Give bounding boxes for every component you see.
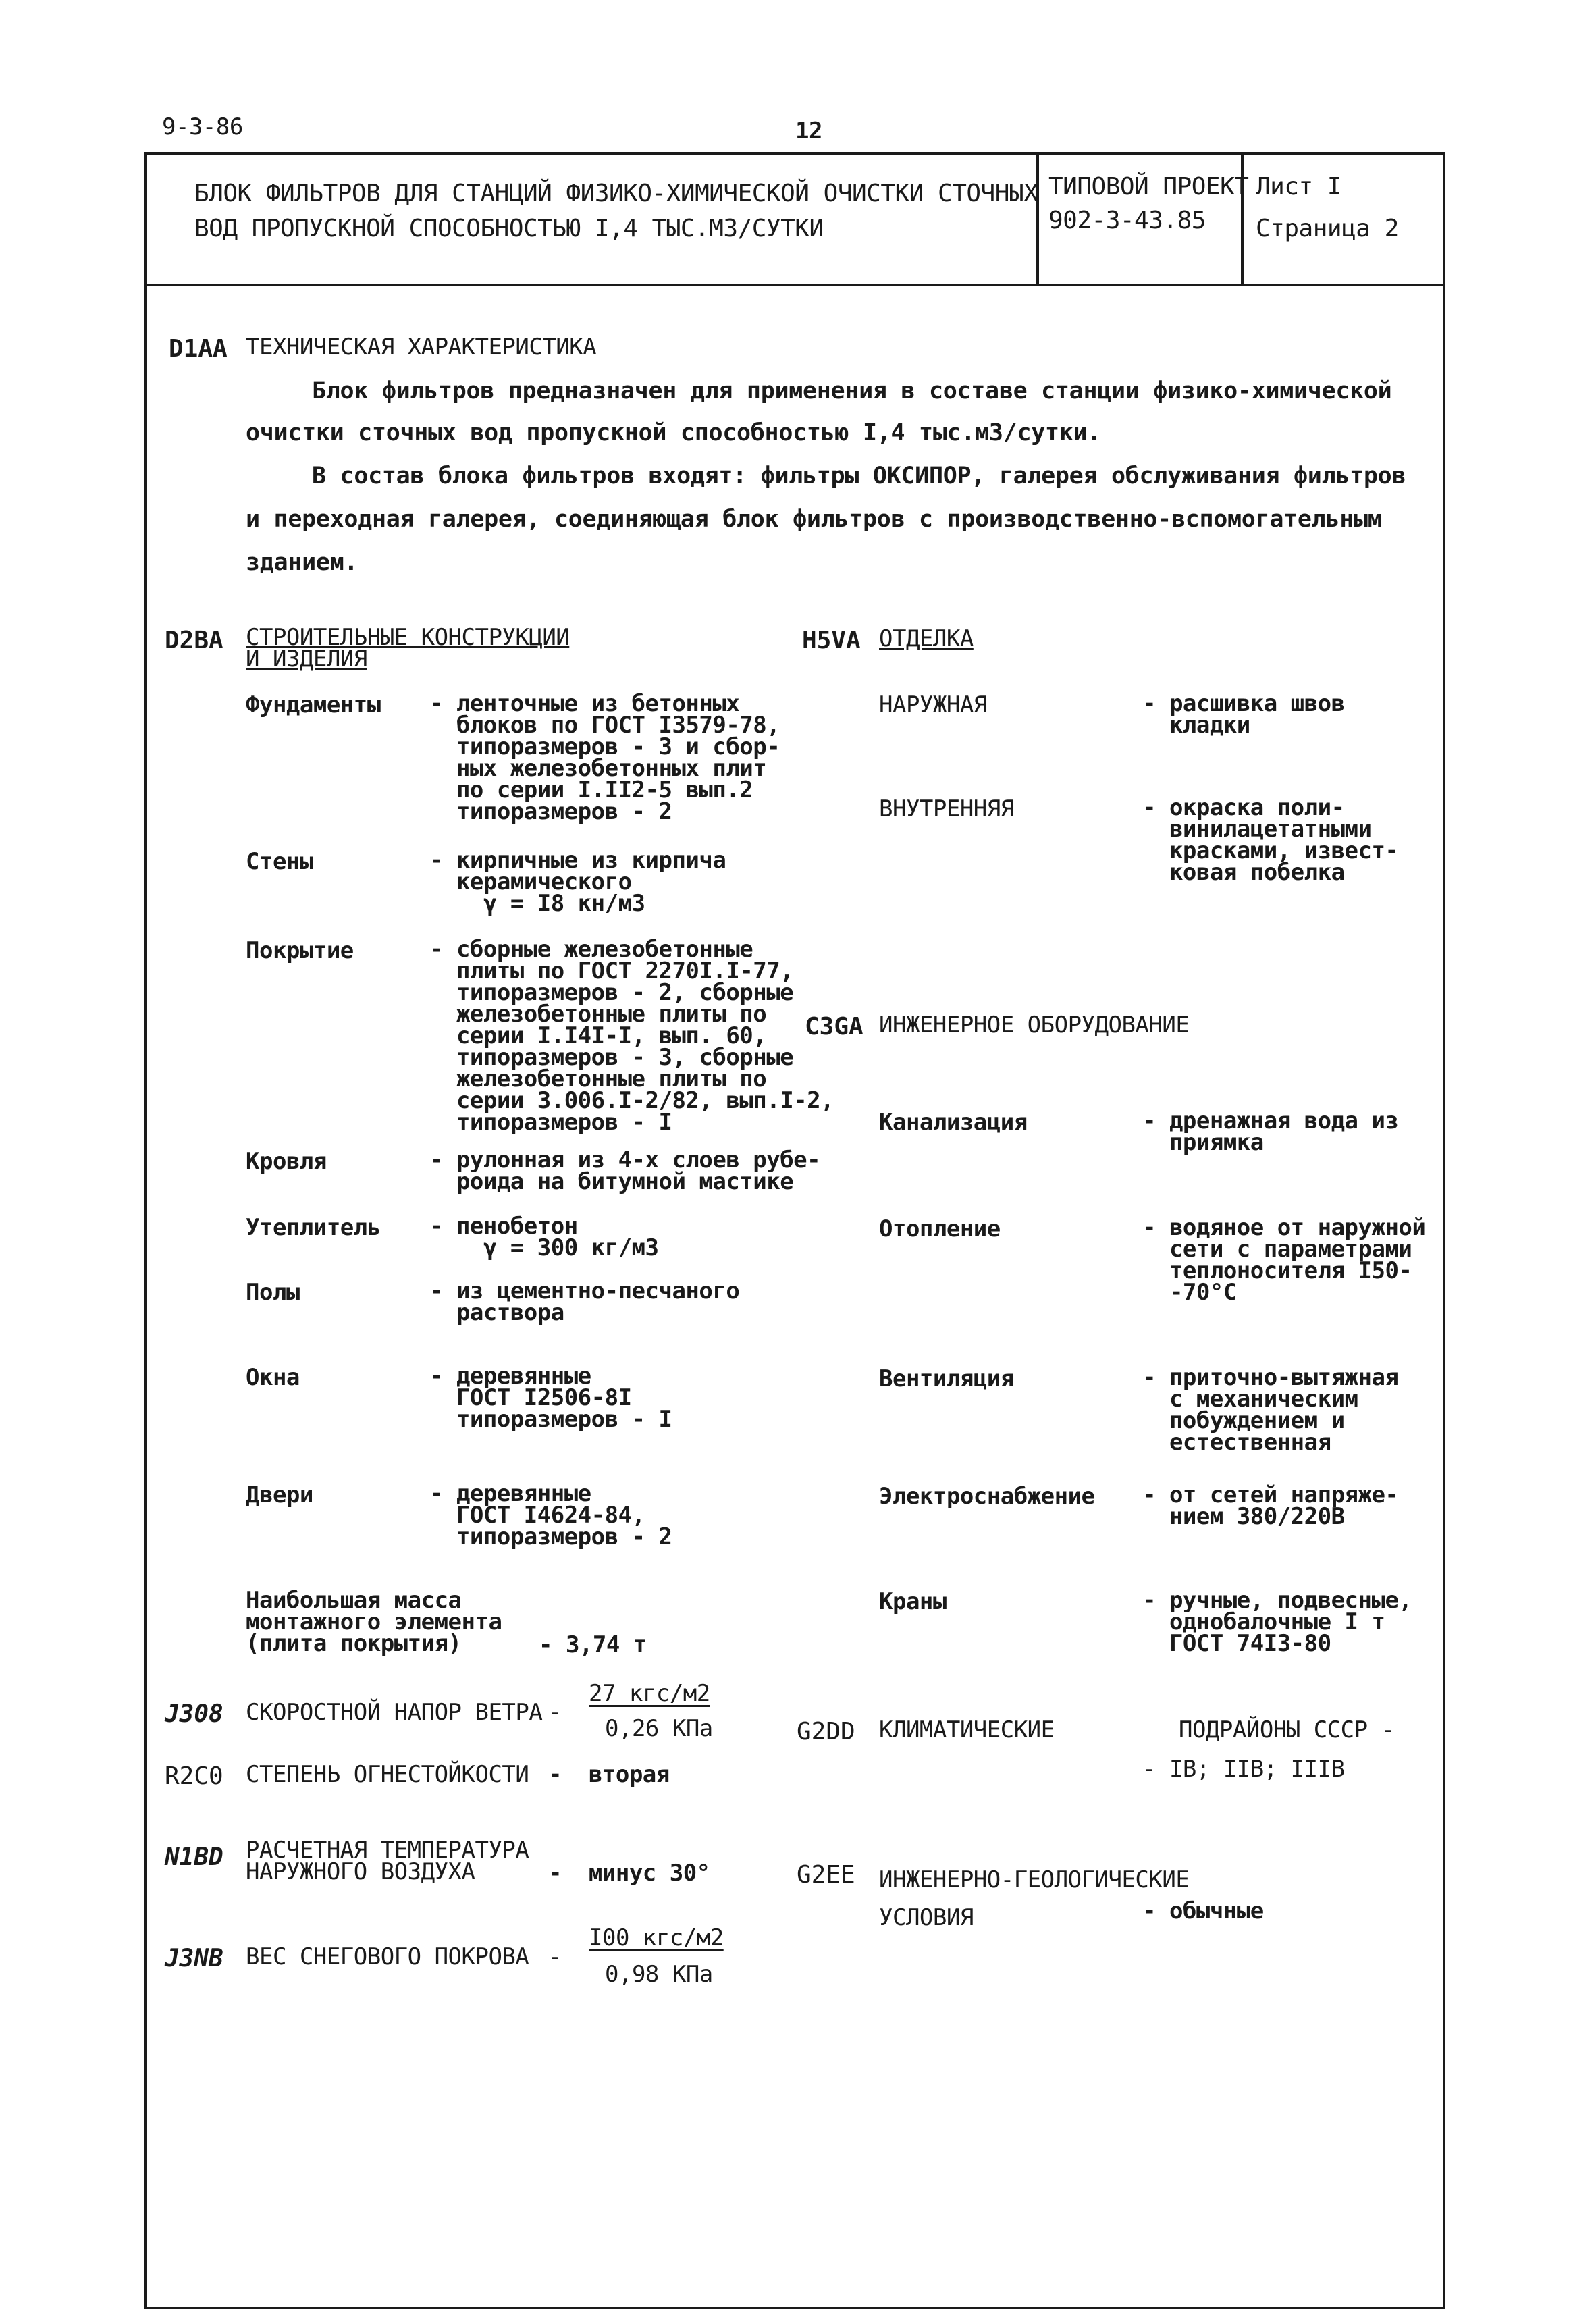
roofing-label: Кровля [246, 1148, 327, 1175]
stamp-title-line1: БЛОК ФИЛЬТРОВ ДЛЯ СТАНЦИЙ ФИЗИКО-ХИМИЧЕСКОЙ ОЧИСТКИ СТОЧНЫХ [194, 180, 1038, 207]
tech-heading: ТЕХНИЧЕСКАЯ ХАРАКТЕРИСТИКА [246, 334, 597, 361]
geology-label: ИНЖЕНЕРНО-ГЕОЛОГИЧЕСКИЕ УСЛОВИЯ [879, 1866, 1190, 1931]
equipment-heading: ИНЖЕНЕРНОЕ ОБОРУДОВАНИЕ [879, 1012, 1190, 1039]
finishing-inner-value: - окраска поли- винилацетатными красками, извест- ковая побелка [1142, 794, 1399, 886]
stamp-title-line2: ВОД ПРОПУСКНОЙ СПОСОБНОСТЬЮ I,4 ТЫС.М3/СУТКИ [194, 215, 824, 242]
tech-paragraph-2-line-3: зданием. [246, 549, 358, 576]
walls-label: Стены [246, 848, 313, 875]
heating-value: - водяное от наружной сети с параметрами теплоносителя I50- -70°С [1142, 1214, 1426, 1306]
fire-label: СТЕПЕНЬ ОГНЕСТОЙКОСТИ [246, 1761, 529, 1788]
roof-label: Покрытие [246, 937, 354, 964]
stamp-project-number: 902-3-43.85 [1048, 207, 1206, 234]
temperature-code: N1BD [165, 1843, 223, 1871]
wind-label: СКОРОСТНОЙ НАПОР ВЕТРА [246, 1699, 543, 1726]
roof-value: - сборные железобетонные плиты по ГОСТ 2270I.I-77, типоразмеров - 2, сборные железобетонные плиты по серии I.I4I-I, вып. 60, типоразмеров - 3, сборные железобетонные плиты по серии 3.006.I-2/82, вып.I-2, типоразмеров - I [429, 936, 834, 1136]
finishing-outer-label: НАРУЖНАЯ [879, 691, 987, 718]
climate-label: КЛИМАТИЧЕСКИЕ [879, 1716, 1055, 1743]
equipment-code: C3GA [805, 1013, 863, 1041]
windows-value: - деревянные ГОСТ I2506-8I типоразмеров - I [429, 1363, 672, 1433]
stamp-page: Страница 2 [1256, 215, 1399, 242]
cranes-value: - ручные, подвесные, однобалочные I т ГОСТ 74I3-80 [1142, 1587, 1412, 1657]
tech-paragraph-1-line-1: Блок фильтров предназначен для применения в составе станции физико-химической [312, 377, 1392, 404]
finishing-code: H5VA [802, 627, 861, 654]
geology-value: - обычные [1142, 1897, 1264, 1924]
doors-value: - деревянные ГОСТ I4624-84, типоразмеров - 2 [429, 1480, 672, 1550]
climate-value-line2: - IВ; IIВ; IIIВ [1142, 1756, 1345, 1783]
floors-value: - из цементно-песчаного раствора [429, 1278, 740, 1326]
doors-label: Двери [246, 1481, 313, 1508]
foundation-value: - ленточные из бетонных блоков по ГОСТ I3579-78, типоразмеров - 3 и сбор- ных железобетонных плит по серии I.II2-5 вып.2 типоразмеров - 2 [429, 690, 780, 825]
climate-code: G2DD [797, 1718, 855, 1745]
snow-bottom-value: 0,98 КПа [605, 1961, 713, 1988]
tech-paragraph-2-line-2: и переходная галерея, соединяющая блок фильтров с производственно-вспомогательным [246, 506, 1382, 533]
stamp-divider-1 [1036, 152, 1039, 286]
finishing-inner-label: ВНУТРЕННЯЯ [879, 795, 1014, 822]
heating-label: Отопление [879, 1215, 1001, 1242]
wind-top-value: 27 кгс/м2 [589, 1680, 710, 1707]
wind-bottom-value: 0,26 КПа [605, 1715, 713, 1742]
mass-label: Наибольшая масса монтажного элемента (плита покрытия) [246, 1587, 502, 1657]
wind-code: J308 [165, 1700, 223, 1728]
document-code: 9-3-86 [162, 113, 243, 140]
power-label: Электроснабжение [879, 1483, 1095, 1510]
ventilation-value: - приточно-вытяжная с механическим побуждением и естественная [1142, 1364, 1399, 1456]
sewerage-label: Канализация [879, 1109, 1028, 1136]
foundation-label: Фундаменты [246, 691, 381, 718]
snow-dash: - [548, 1943, 562, 1970]
roofing-value: - рулонная из 4-х слоев рубе- роида на битумной мастике [429, 1147, 821, 1195]
tech-paragraph-2-line-1: В состав блока фильтров входят: фильтры ОКСИПОР, галерея обслуживания фильтров [312, 463, 1406, 490]
wind-dash: - [548, 1699, 562, 1726]
floors-label: Полы [246, 1279, 300, 1306]
finishing-heading: ОТДЕЛКА [879, 625, 974, 652]
snow-code: J3NB [165, 1945, 223, 1972]
temperature-label: РАСЧЕТНАЯ ТЕМПЕРАТУРА НАРУЖНОГО ВОЗДУХА [246, 1837, 529, 1885]
snow-top-value: I00 кгс/м2 [589, 1924, 724, 1951]
tech-paragraph-1-line-2: очистки сточных вод пропускной способностью I,4 тыс.м3/сутки. [246, 419, 1102, 446]
ventilation-label: Вентиляция [879, 1365, 1014, 1392]
cranes-label: Краны [879, 1588, 947, 1615]
mass-value: - 3,74 т [539, 1631, 647, 1658]
snow-label: ВЕС СНЕГОВОГО ПОКРОВА [246, 1943, 529, 1970]
fire-value: - вторая [548, 1761, 670, 1788]
page-number: 12 [795, 117, 822, 144]
construction-heading: СТРОИТЕЛЬНЫЕ КОНСТРУКЦИИ И ИЗДЕЛИЯ [246, 624, 570, 673]
finishing-outer-value: - расшивка швов кладки [1142, 690, 1345, 739]
stamp-sheet: Лист I [1256, 173, 1342, 201]
fire-code: R2C0 [165, 1762, 223, 1790]
insulation-value: - пенобетон γ = 300 кг/м3 [429, 1213, 659, 1261]
climate-value-line1: ПОДРАЙОНЫ СССР - [1179, 1716, 1395, 1743]
temperature-value: - минус 30° [548, 1860, 710, 1887]
windows-label: Окна [246, 1364, 300, 1391]
insulation-label: Утеплитель [246, 1214, 381, 1241]
stamp-project-label: ТИПОВОЙ ПРОЕКТ [1048, 173, 1249, 201]
tech-code: D1AA [169, 335, 228, 363]
sewerage-value: - дренажная вода из приямка [1142, 1107, 1399, 1156]
walls-value: - кирпичные из кирпича керамического γ = I8 кн/м3 [429, 847, 726, 917]
power-value: - от сетей напряже- нием 380/220В [1142, 1481, 1399, 1530]
geology-code: G2EE [797, 1861, 855, 1889]
stamp-divider [144, 284, 1445, 286]
construction-code: D2BA [165, 627, 223, 654]
